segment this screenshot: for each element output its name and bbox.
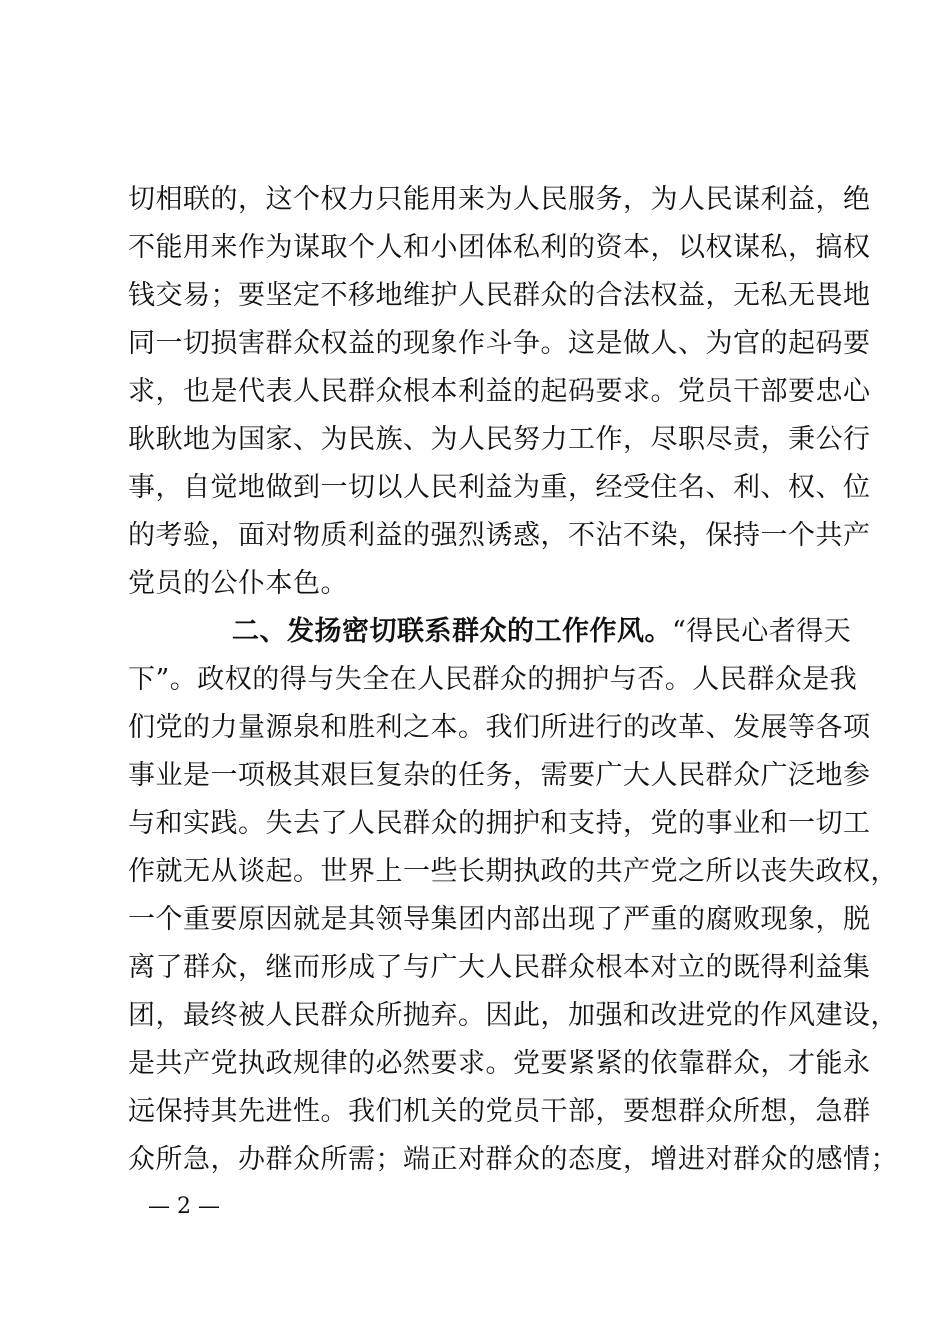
text-line: 求，也是代表人民群众根本利益的起码要求。党员干部要忠心 [128,376,871,407]
text-line: 事，自觉地做到一切以人民利益为重，经受住名、利、权、位 [128,472,871,503]
text-line: 下”。政权的得与失全在人民群众的拥护与否。人民群众是我 [128,664,858,695]
text-line: 不能用来作为谋取个人和小团体私利的资本，以权谋私，搞权 [128,232,871,263]
text-line: 党员的公仆本色。 [128,568,348,599]
text-line: 同一切损害群众权益的现象作斗争。这是做人、为官的起码要 [128,328,871,359]
text-line: 的考验，面对物质利益的强烈诱惑，不沾不染，保持一个共产 [128,520,871,551]
text-line: 们党的力量源泉和胜利之本。我们所进行的改革、发展等各项 [128,712,871,743]
text-line: 耿耿地为国家、为民族、为人民努力工作，尽职尽责，秉公行 [128,424,871,455]
text-line: 远保持其先进性。我们机关的党员干部，要想群众所想，急群 [128,1096,871,1127]
page-number: — 2 — [148,1194,220,1219]
text-line: 与和实践。失去了人民群众的拥护和支持，党的事业和一切工 [128,808,871,839]
text-span: “得民心者得天 [672,616,852,647]
text-line: 离了群众，继而形成了与广大人民群众根本对立的既得利益集 [128,952,871,983]
text-line: 一个重要原因就是其领导集团内部出现了严重的腐败现象，脱 [128,904,871,935]
text-line: 钱交易；要坚定不移地维护人民群众的合法权益，无私无畏地 [128,280,871,311]
text-line: 切相联的，这个权力只能用来为人民服务，为人民谋利益，绝 [128,184,871,215]
section-heading: 二、发扬密切联系群众的工作作风。 [232,616,672,647]
text-line: 是共产党执政规律的必然要求。党要紧紧的依靠群众，才能永 [128,1048,871,1079]
text-line: 作就无从谈起。世界上一些长期执政的共产党之所以丧失政权， [128,856,898,887]
paragraph-2-first-line [232,612,852,652]
text-line: 事业是一项极其艰巨复杂的任务，需要广大人民群众广泛地参 [128,760,871,791]
text-line: 团，最终被人民群众所抛弃。因此，加强和改进党的作风建设， [128,1000,898,1031]
text-line: 众所急，办群众所需；端正对群众的态度，增进对群众的感情； [128,1144,898,1175]
